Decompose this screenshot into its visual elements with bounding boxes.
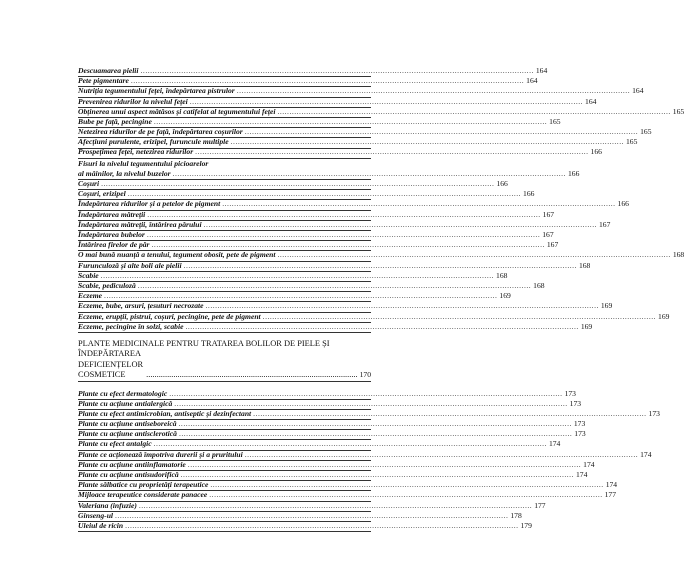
toc-leader-dots (277, 107, 670, 117)
toc-group-skin-conditions (78, 179, 684, 333)
toc-page-number: 169 (658, 311, 670, 321)
toc-entry-title: Plante cu efect antalgic (78, 439, 152, 449)
toc-entry-title: Plante cu acțiune antisudorifică (78, 470, 179, 480)
toc-entry-multiline (78, 158, 580, 180)
toc-leader-dots (173, 169, 566, 179)
toc-page-number: 167 (542, 230, 554, 240)
toc-page-number: 168 (672, 250, 684, 260)
toc-leader-dots (188, 460, 581, 470)
toc-entry-title: Descuamarea pielii (78, 65, 139, 75)
toc-page-number: 164 (526, 76, 538, 86)
toc-group-medicinal-plants (78, 388, 660, 533)
toc-leader-dots (146, 370, 357, 380)
toc-page-number: 177 (534, 500, 546, 510)
toc-page-number: 164 (535, 65, 548, 75)
toc-leader-dots (209, 490, 602, 500)
toc-entry-title: Furunculoză și alte boli ale pielii (78, 260, 182, 270)
toc-leader-dots (154, 439, 547, 449)
toc-leader-dots (190, 97, 583, 107)
toc-leader-dots (206, 301, 599, 311)
toc-entry-title: Afecțiuni purulente, erizipel, furuncule multiple (78, 137, 229, 147)
toc-page-number: 168 (578, 260, 591, 270)
toc-entry-title: Îndepărtarea mătreții (78, 209, 146, 219)
toc-page-number: 178 (510, 510, 522, 520)
toc-entry-title: Scabie (78, 270, 99, 280)
toc-leader-dots (245, 127, 638, 137)
section-title-line1: PLANTE MEDICINALE PENTRU TRATAREA BOLILOR DE PIELE ȘI (78, 338, 330, 348)
toc-entry-title: Îndepărtarea mătreții, întărirea părului (78, 219, 202, 229)
toc-leader-dots (179, 419, 572, 429)
toc-entry-title: Eczeme, pecingine în solzi, scabie (78, 321, 184, 331)
toc-entry (78, 321, 593, 333)
toc-entry-title: Uleiul de ricin (78, 520, 124, 530)
toc-entry-title: Coșuri (78, 179, 100, 189)
toc-entry-title: Nutriția tegumentului feței, îndepărtarea pistrulor (78, 86, 235, 96)
toc-page-number: 166 (617, 199, 629, 209)
toc-page-number: 173 (573, 419, 586, 429)
section-title-line2: ÎNDEPĂRTAREA DEFICIENȚELOR COSMETICE (78, 349, 144, 380)
toc-page-number: 166 (567, 168, 580, 178)
toc-leader-dots (222, 199, 615, 209)
toc-page-number: 174 (548, 439, 561, 449)
toc-leader-dots (101, 179, 494, 189)
toc-page-number: 174 (575, 470, 588, 480)
toc-leader-dots (195, 147, 588, 157)
toc-page-number: 169 (580, 321, 593, 331)
toc-entry-title: Îndepărtarea bubelor (78, 230, 145, 240)
toc-entry-title: Îndepărtarea ridurilor și a petelor de pigment (78, 199, 221, 209)
toc-page-number: 179 (520, 520, 532, 530)
toc-page-number: 167 (542, 209, 555, 219)
toc-entry-title: Plante sălbatice cu proprietăți terapeutice (78, 480, 209, 490)
toc-page-number: 166 (496, 179, 508, 189)
toc-page-number: 167 (598, 219, 611, 229)
toc-entry-title: Eczeme (78, 291, 103, 301)
toc-page-number: 168 (496, 270, 508, 280)
toc-entry-title: Ginseng-ul (78, 510, 114, 520)
toc-page-number: 173 (574, 429, 586, 439)
toc-leader-dots (139, 501, 532, 511)
toc-section-heading (78, 339, 371, 382)
toc-leader-dots (184, 261, 577, 271)
toc-entry-title-line1: Fisuri la nivelul tegumentului picioarelor (78, 158, 209, 168)
toc-leader-dots (185, 322, 578, 332)
table-of-contents (78, 65, 684, 532)
toc-page-number: 173 (564, 388, 576, 398)
toc-entry-title-line2: al mâinilor, la nivelul buzelor (78, 168, 171, 178)
toc-entry-title: Mijloace terapeutice considerate panacee (78, 490, 208, 500)
toc-page-number: 174 (605, 480, 618, 490)
toc-entry-title: Prevenirea ridurilor la nivelul feței (78, 96, 188, 106)
toc-entry-title: Plante cu acțiune antiseboreică (78, 419, 177, 429)
toc-page-number: 177 (604, 490, 617, 500)
toc-page-number: 165 (672, 106, 684, 116)
toc-entry (78, 520, 532, 532)
toc-leader-dots (169, 389, 562, 399)
toc-entry-title: Plante ce acționează împotriva durerii și a pruritului (78, 449, 243, 459)
toc-entry-title: O mai bună nuanță a tenului, tegument obosit, pete de pigment (78, 250, 276, 260)
toc-page-number: 173 (569, 398, 582, 408)
toc-page-number: 165 (640, 127, 652, 137)
toc-leader-dots (231, 137, 624, 147)
toc-entry-title: Prospețimea feței, netezirea ridurilor (78, 147, 194, 157)
toc-entry-title: Plante cu efect dermatologic (78, 388, 168, 398)
toc-leader-dots (104, 291, 497, 301)
toc-leader-dots (141, 66, 534, 76)
toc-leader-dots (210, 480, 603, 490)
toc-entry-title: Eczeme, bube, arsuri, țesuturi necrozate (78, 301, 204, 311)
toc-leader-dots (125, 521, 518, 531)
toc-page-number: 169 (600, 301, 613, 311)
toc-leader-dots (128, 189, 521, 199)
toc-page-number: 173 (648, 408, 660, 418)
toc-leader-dots (152, 240, 545, 250)
toc-entry-title: Bube pe față, pecingine (78, 116, 152, 126)
toc-leader-dots (181, 470, 574, 480)
toc-entry-title: Plante cu efect antimicrobian, antiseptic și dezinfectant (78, 408, 252, 418)
toc-entry-title: Plante cu acțiune antisclerotică (78, 429, 177, 439)
toc-leader-dots (147, 230, 540, 240)
toc-leader-dots (174, 399, 567, 409)
toc-entry-title: Plante cu acțiune antiinflamatorie (78, 459, 186, 469)
toc-leader-dots (131, 76, 524, 86)
toc-page-number: 165 (625, 137, 638, 147)
toc-leader-dots (147, 210, 540, 220)
toc-page-number: 167 (546, 240, 559, 250)
toc-entry-title: Plante cu acțiune antialergică (78, 398, 173, 408)
toc-page-number: 174 (640, 449, 652, 459)
toc-group-cosmetic-remedies (78, 65, 684, 159)
toc-entry-title: Eczeme, erupții, pistrui, coșuri, pecingine, pete de pigment (78, 311, 261, 321)
toc-page-number: 174 (583, 459, 595, 469)
toc-page-number: 164 (632, 86, 644, 96)
toc-leader-dots (154, 117, 547, 127)
toc-leader-dots (237, 86, 630, 96)
toc-page-number: 165 (549, 116, 561, 126)
toc-leader-dots (253, 409, 646, 419)
toc-page-number: 166 (590, 147, 602, 157)
toc-leader-dots (277, 250, 670, 260)
toc-page-number: 166 (523, 189, 535, 199)
toc-entry-title: Obținerea unui aspect mătăsos și catifelat al tegumentului feței (78, 106, 276, 116)
toc-entry-title: Întărirea firelor de păr (78, 240, 150, 250)
section-page-number: 170 (359, 370, 371, 380)
toc-leader-dots (138, 281, 531, 291)
toc-leader-dots (263, 312, 656, 322)
toc-leader-dots (245, 450, 638, 460)
toc-entry-title: Valeriana (infuzie) (78, 500, 137, 510)
toc-entry-title: Scabie, pediculoză (78, 280, 136, 290)
toc-entry-title: Coșuri, erizipel (78, 189, 126, 199)
toc-page-number: 168 (533, 280, 545, 290)
toc-page-number: 169 (499, 291, 511, 301)
toc-page-number: 164 (585, 96, 597, 106)
toc-leader-dots (101, 271, 494, 281)
toc-entry (78, 147, 602, 159)
toc-leader-dots (179, 429, 572, 439)
toc-entry-title: Pete pigmentare (78, 76, 129, 86)
toc-entry-title: Netezirea ridurilor de pe față, îndepărtarea coșurilor (78, 127, 243, 137)
toc-leader-dots (115, 511, 508, 521)
toc-leader-dots (204, 220, 597, 230)
